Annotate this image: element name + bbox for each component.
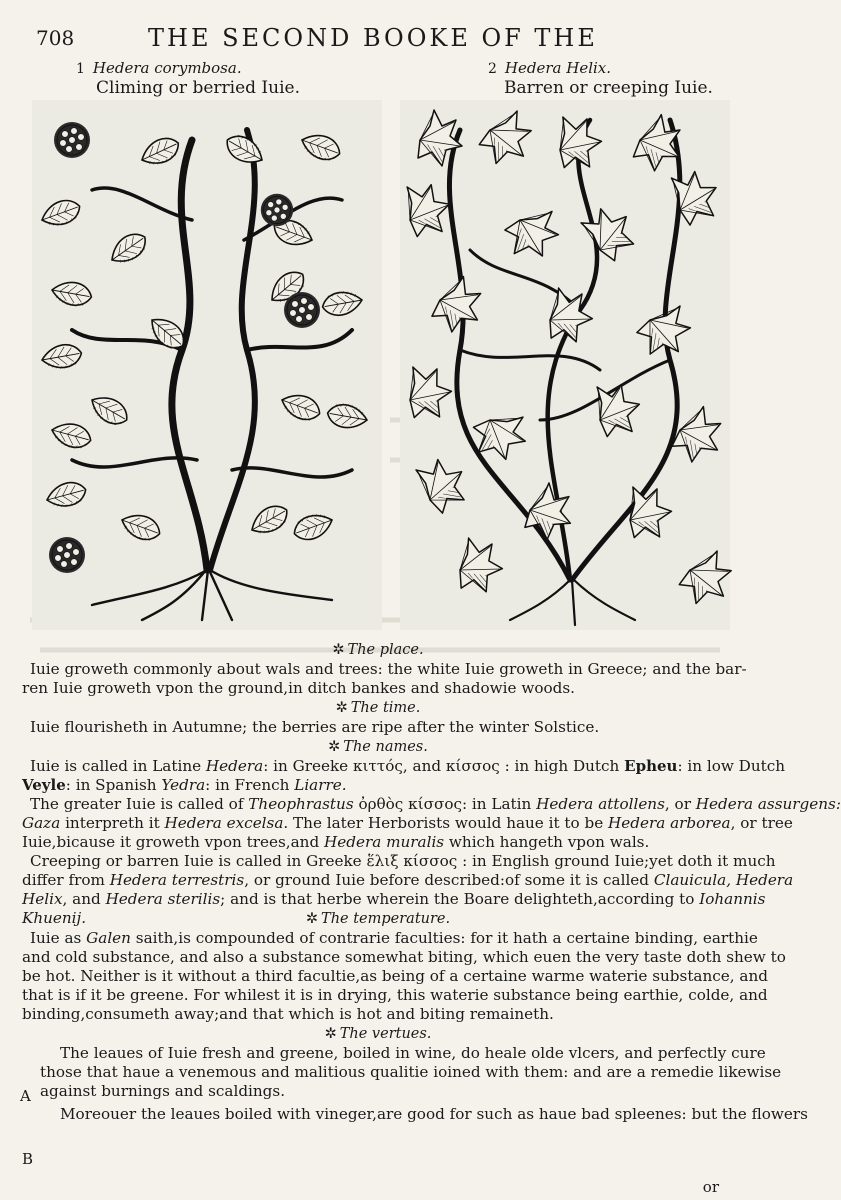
text-line: Iuie as Galen saith,is compounded of contrarie faculties: for it hath a certaine binding, earthie	[30, 929, 758, 947]
text-line: Helix, and Hedera sterilis; and is that herbe wherein the Boare delighteth,according to Iohannis	[22, 890, 766, 908]
figure-number: 2	[488, 61, 497, 77]
text-line: Creeping or barren Iuie is called in Greeke ἕλιξ κίσσος : in English ground Iuie;yet doth it much	[30, 852, 776, 870]
section-heading-time: ✲ The time.	[335, 700, 421, 716]
section-heading-names: ✲ The names.	[328, 739, 428, 755]
latin-name: Hedera Helix.	[504, 59, 612, 77]
figure-number: 1	[76, 61, 85, 77]
section-heading-temperature: ✲ The temperature.	[305, 911, 451, 927]
text-line: Moreouer the leaues boiled with vineger,are good for such as haue bad spleenes: but the flowers	[60, 1105, 808, 1123]
margin-letter-a: A	[20, 1087, 31, 1105]
text-line: those that haue a venemous and malitious qualitie ioined with them: and are a remedie likewise	[40, 1063, 782, 1081]
text-line: Veyle: in Spanish Yedra: in French Liarre.	[22, 776, 347, 794]
section-heading-vertues: ✲ The vertues.	[324, 1026, 432, 1042]
figure-2-caption	[488, 59, 713, 98]
text-line: Khuenij.	[22, 909, 87, 927]
page-number: 708	[36, 26, 75, 50]
section-heading-place: ✲ The place.	[332, 642, 424, 658]
text-line: against burnings and scaldings.	[40, 1082, 286, 1100]
body-text	[22, 640, 841, 1124]
text-line: The greater Iuie is called of Theophrastus ὀρθὸς κίσσος: in Latin Hedera attollens, or Hedera assurgens:	[30, 795, 841, 813]
running-title: THE SECOND BOOKE OF THE	[148, 24, 598, 52]
text-line: be hot. Neither is it without a third facultie,as being of a certaine warme waterie substance, and	[22, 967, 768, 985]
text-line: Iuie groweth commonly about wals and trees: the white Iuie groweth in Greece; and the bar-	[30, 660, 747, 678]
common-name: Climing or berried Iuie.	[96, 78, 300, 98]
margin-letter-b: B	[22, 1150, 34, 1168]
text-line: differ from Hedera terrestris, or ground Iuie before described:of some it is called Clauicula, Hedera	[22, 871, 794, 889]
text-line: Iuie,bicause it groweth vpon trees,and Hedera muralis which hangeth vpon wals.	[22, 833, 650, 851]
text-line: Gaza interpreth it Hedera excelsa. The later Herborists would haue it to be Hedera arborea, or tree	[22, 814, 793, 832]
text-line: Iuie is called in Latine Hedera: in Greeke κιττός, and κίσσος : in high Dutch Epheu: in low Dutch	[30, 757, 786, 775]
woodcut-climbing-ivy	[32, 100, 382, 630]
text-line: The leaues of Iuie fresh and greene, boiled in wine, do heale olde vlcers, and perfectly cure	[60, 1044, 766, 1062]
text-line: ren Iuie groweth vpon the ground,in ditch bankes and shadowie woods.	[22, 679, 575, 697]
woodcut-creeping-ivy	[400, 100, 730, 630]
text-line: binding,consumeth away;and that which is hot and biting remaineth.	[22, 1005, 554, 1023]
text-line: and cold substance, and also a substance somewhat biting, which euen the very taste doth shew to	[22, 948, 786, 966]
latin-name: Hedera corymbosa.	[92, 59, 242, 77]
page-header	[0, 24, 747, 54]
catchword: or	[702, 1178, 719, 1196]
text-line: that is if it be greene. For whilest it is in drying, this waterie substance being earthie, colde, and	[22, 986, 768, 1004]
text-line: Iuie flourisheth in Autumne; the berries are ripe after the winter Solstice.	[30, 718, 600, 736]
common-name: Barren or creeping Iuie.	[504, 78, 713, 98]
figure-1-caption	[76, 59, 300, 98]
